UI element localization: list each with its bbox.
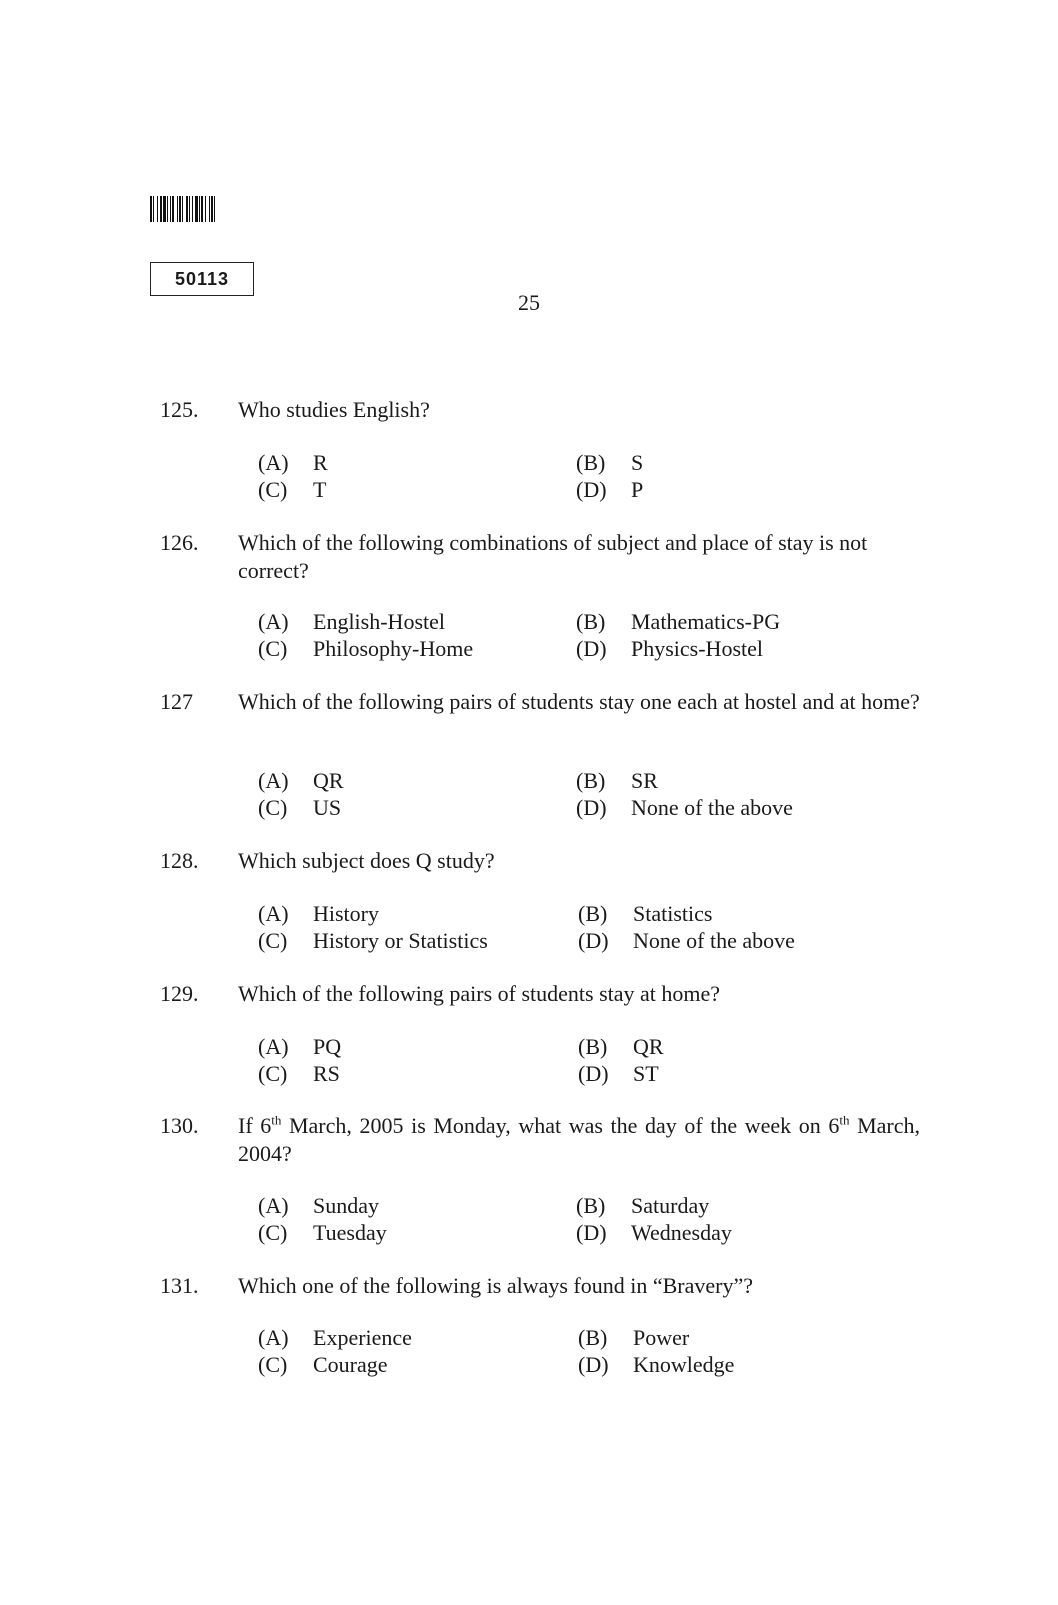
question-126 <box>160 529 920 585</box>
option-b <box>576 449 643 477</box>
option-b <box>576 767 658 795</box>
option-label: (A) <box>258 450 289 475</box>
option-text: Knowledge <box>633 1352 735 1377</box>
question-125 <box>160 396 920 424</box>
option-a <box>258 1324 412 1352</box>
option-text: R <box>313 450 328 475</box>
option-label: (B) <box>578 1034 608 1059</box>
question-number: 126. <box>160 530 199 555</box>
option-d <box>576 794 793 822</box>
option-text: QR <box>633 1034 664 1059</box>
option-label: (A) <box>258 1193 289 1218</box>
option-text: Wednesday <box>631 1220 732 1245</box>
option-label: (C) <box>258 477 288 502</box>
option-text: English-Hostel <box>313 609 445 634</box>
option-text: Courage <box>313 1352 388 1377</box>
option-label: (C) <box>258 1220 288 1245</box>
question-text: Which one of the following is always found in “Bravery”? <box>238 1273 754 1298</box>
question-number: 125. <box>160 397 199 422</box>
question-number: 130. <box>160 1113 199 1138</box>
option-text: History or Statistics <box>313 928 488 953</box>
option-a <box>258 767 344 795</box>
option-text: Tuesday <box>313 1220 387 1245</box>
option-text: Saturday <box>631 1193 710 1218</box>
option-label: (C) <box>258 1061 288 1086</box>
option-label: (C) <box>258 795 288 820</box>
option-a <box>258 1033 341 1061</box>
option-d <box>576 1219 732 1247</box>
option-label: (D) <box>578 928 609 953</box>
option-label: (A) <box>258 609 289 634</box>
option-label: (A) <box>258 1325 289 1350</box>
option-text: S <box>631 450 644 475</box>
page-number: 25 <box>518 290 540 315</box>
question-number: 127 <box>160 689 193 714</box>
paper-code-box: 50113 <box>150 262 254 296</box>
option-text: T <box>313 477 327 502</box>
question-130 <box>160 1112 920 1168</box>
question-129 <box>160 980 920 1008</box>
option-text: Statistics <box>633 901 713 926</box>
option-text: Experience <box>313 1325 412 1350</box>
option-label: (C) <box>258 1352 288 1377</box>
option-label: (D) <box>578 1352 609 1377</box>
question-text: Which subject does Q study? <box>238 848 495 873</box>
option-label: (C) <box>258 636 288 661</box>
option-text: QR <box>313 768 344 793</box>
option-text: SR <box>631 768 658 793</box>
option-label: (D) <box>576 636 607 661</box>
option-b <box>576 1192 709 1220</box>
question-127 <box>160 688 920 716</box>
option-label: (B) <box>576 450 606 475</box>
option-text: None of the above <box>631 795 793 820</box>
question-text: Which of the following pairs of students stay one each at hostel and at home? <box>238 689 920 714</box>
option-c <box>258 1219 387 1247</box>
option-text: Philosophy-Home <box>313 636 474 661</box>
option-c <box>258 635 473 663</box>
option-a <box>258 1192 379 1220</box>
option-label: (D) <box>578 1061 609 1086</box>
option-label: (D) <box>576 795 607 820</box>
option-label: (A) <box>258 768 289 793</box>
option-label: (B) <box>576 768 606 793</box>
option-label: (B) <box>578 1325 608 1350</box>
question-text: If 6th March, 2005 is Monday, what was the day of the week on 6th March, 2004? <box>238 1112 920 1166</box>
option-text: PQ <box>313 1034 342 1059</box>
option-text: None of the above <box>633 928 795 953</box>
option-c <box>258 476 326 504</box>
option-label: (B) <box>576 609 606 634</box>
option-text: US <box>313 795 342 820</box>
option-label: (D) <box>576 1220 607 1245</box>
option-a <box>258 900 379 928</box>
option-label: (A) <box>258 901 289 926</box>
option-d <box>578 1060 659 1088</box>
option-text: ST <box>633 1061 659 1086</box>
option-text: RS <box>313 1061 340 1086</box>
option-b <box>578 1033 664 1061</box>
question-131 <box>160 1272 920 1300</box>
option-text: P <box>631 477 644 502</box>
option-label: (B) <box>576 1193 606 1218</box>
option-c <box>258 1060 340 1088</box>
option-label: (C) <box>258 928 288 953</box>
option-text: Mathematics-PG <box>631 609 781 634</box>
option-d <box>578 1351 734 1379</box>
option-a <box>258 608 445 636</box>
question-number: 131. <box>160 1273 199 1298</box>
option-label: (B) <box>578 901 608 926</box>
option-d <box>576 635 763 663</box>
option-d <box>576 476 643 504</box>
question-number: 129. <box>160 981 199 1006</box>
option-b <box>578 900 712 928</box>
option-c <box>258 927 488 955</box>
option-label: (A) <box>258 1034 289 1059</box>
question-text: Which of the following pairs of students stay at home? <box>238 981 721 1006</box>
option-b <box>576 608 780 636</box>
option-c <box>258 1351 388 1379</box>
option-c <box>258 794 341 822</box>
question-number: 128. <box>160 848 199 873</box>
option-label: (D) <box>576 477 607 502</box>
option-text: Sunday <box>313 1193 379 1218</box>
question-128 <box>160 847 920 875</box>
option-text: History <box>313 901 379 926</box>
option-a <box>258 449 328 477</box>
barcode <box>150 196 296 222</box>
option-b <box>578 1324 689 1352</box>
option-d <box>578 927 795 955</box>
option-text: Physics-Hostel <box>631 636 763 661</box>
question-text: Who studies English? <box>238 397 430 422</box>
option-text: Power <box>633 1325 690 1350</box>
question-text: Which of the following combinations of subject and place of stay is not correct? <box>238 530 868 583</box>
